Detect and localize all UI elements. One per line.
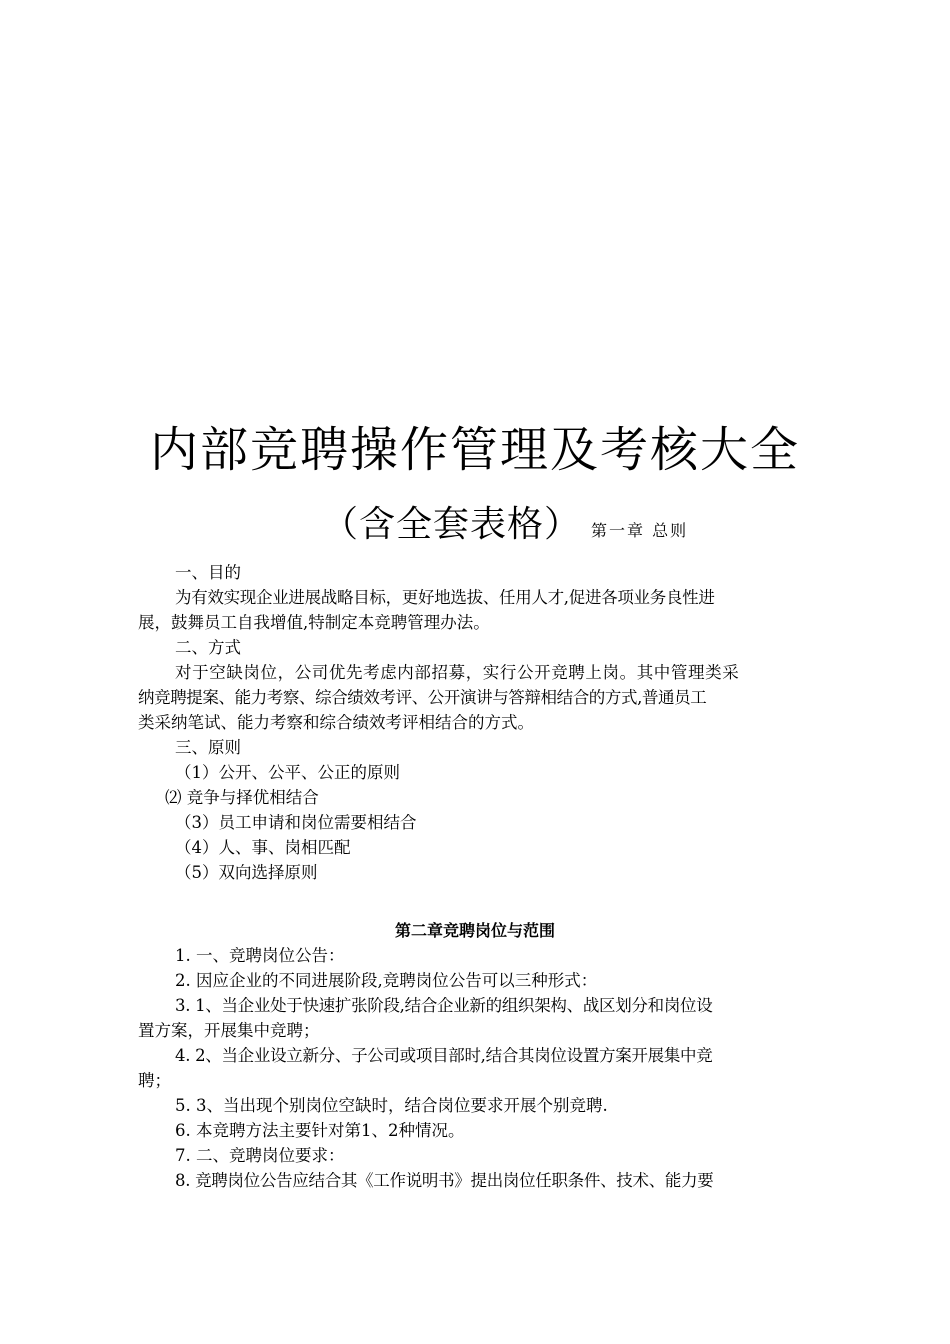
numbered-line: 5. 3、当出现个别岗位空缺时，结合岗位要求开展个别竞聘. bbox=[175, 1096, 608, 1115]
list-item: （4）人、事、岗相匹配 bbox=[175, 838, 351, 857]
paragraph-line: 对于空缺岗位，公司优先考虑内部招募，实行公开竞聘上岗。其中管理类采 bbox=[175, 663, 740, 682]
numbered-line: 3. 1、当企业处于快速扩张阶段,结合企业新的组织架构、战区划分和岗位设 bbox=[175, 996, 713, 1015]
chapter-2-heading: 第二章竞聘岗位与范围 bbox=[394, 921, 555, 940]
numbered-line: 4. 2、当企业设立新分、子公司或项目部时,结合其岗位设置方案开展集中竞 bbox=[175, 1046, 713, 1065]
document-title: 内部竞聘操作管理及考核大全 bbox=[149, 422, 800, 478]
chapter-1-heading: 第一章 总则 bbox=[591, 521, 689, 540]
paragraph-line: 纳竞聘提案、能力考察、综合绩效考评、公开演讲与答辩相结合的方式,普通员工 bbox=[138, 688, 707, 707]
section-heading-purpose: 一、目的 bbox=[175, 563, 241, 582]
section-heading-method: 二、方式 bbox=[175, 638, 241, 657]
paragraph-line: 类采纳笔试、能力考察和综合绩效考评相结合的方式。 bbox=[138, 713, 534, 732]
subtitle-row bbox=[322, 500, 688, 556]
list-item: ⑵ 竞争与择优相结合 bbox=[165, 788, 319, 807]
paragraph-line: 为有效实现企业进展战略目标，更好地选拔、任用人才,促进各项业务良性进 bbox=[175, 588, 715, 607]
numbered-line: 聘； bbox=[138, 1071, 171, 1090]
document-subtitle: （含全套表格） bbox=[322, 504, 582, 545]
numbered-line: 1. 一、竞聘岗位公告： bbox=[175, 946, 345, 965]
paragraph-line: 展，鼓舞员工自我增值,特制定本竞聘管理办法。 bbox=[138, 613, 490, 632]
list-item: （5）双向选择原则 bbox=[175, 863, 318, 882]
numbered-line: 7. 二、竞聘岗位要求： bbox=[175, 1146, 345, 1165]
list-item: （3）员工申请和岗位需要相结合 bbox=[175, 813, 417, 832]
numbered-line: 置方案，开展集中竞聘； bbox=[138, 1021, 320, 1040]
section-heading-principle: 三、原则 bbox=[175, 738, 241, 757]
list-item: （1）公开、公平、公正的原则 bbox=[175, 763, 400, 782]
numbered-line: 6. 本竞聘方法主要针对第1、2种情况。 bbox=[175, 1121, 465, 1140]
numbered-line: 8. 竞聘岗位公告应结合其《工作说明书》提出岗位任职条件、技术、能力要 bbox=[175, 1171, 714, 1190]
numbered-line: 2. 因应企业的不同进展阶段,竞聘岗位公告可以三种形式： bbox=[175, 971, 598, 990]
